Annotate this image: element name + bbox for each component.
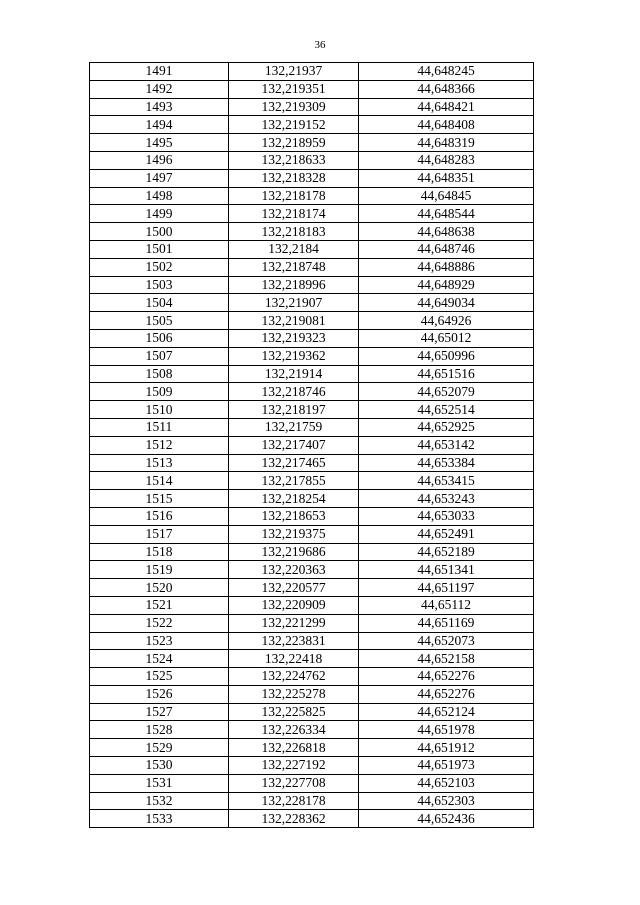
table-row [90, 596, 534, 614]
longitude-cell: 132,218254 [229, 490, 359, 508]
point-number-cell: 1528 [90, 721, 229, 739]
table-row [90, 63, 534, 81]
point-number-cell: 1521 [90, 596, 229, 614]
coordinates-table [89, 62, 534, 828]
point-number-cell: 1493 [90, 98, 229, 116]
longitude-cell: 132,220577 [229, 579, 359, 597]
longitude-cell: 132,218328 [229, 169, 359, 187]
point-number-cell: 1517 [90, 525, 229, 543]
table-row [90, 276, 534, 294]
table-row [90, 739, 534, 757]
longitude-cell: 132,21914 [229, 365, 359, 383]
longitude-cell: 132,220363 [229, 561, 359, 579]
latitude-cell: 44,648351 [359, 169, 534, 187]
latitude-cell: 44,653033 [359, 507, 534, 525]
latitude-cell: 44,653384 [359, 454, 534, 472]
longitude-cell: 132,219375 [229, 525, 359, 543]
table-row [90, 525, 534, 543]
point-number-cell: 1518 [90, 543, 229, 561]
latitude-cell: 44,648929 [359, 276, 534, 294]
longitude-cell: 132,224762 [229, 668, 359, 686]
table-row [90, 258, 534, 276]
table-row [90, 205, 534, 223]
longitude-cell: 132,219309 [229, 98, 359, 116]
table-row [90, 312, 534, 330]
table-row [90, 632, 534, 650]
table-row [90, 454, 534, 472]
point-number-cell: 1509 [90, 383, 229, 401]
longitude-cell: 132,219351 [229, 80, 359, 98]
table-row [90, 436, 534, 454]
point-number-cell: 1510 [90, 401, 229, 419]
point-number-cell: 1512 [90, 436, 229, 454]
point-number-cell: 1492 [90, 80, 229, 98]
table-row [90, 98, 534, 116]
table-row [90, 507, 534, 525]
longitude-cell: 132,21907 [229, 294, 359, 312]
point-number-cell: 1532 [90, 792, 229, 810]
latitude-cell: 44,648886 [359, 258, 534, 276]
table-row [90, 703, 534, 721]
latitude-cell: 44,651197 [359, 579, 534, 597]
latitude-cell: 44,651516 [359, 365, 534, 383]
table-row [90, 223, 534, 241]
longitude-cell: 132,218183 [229, 223, 359, 241]
point-number-cell: 1524 [90, 650, 229, 668]
latitude-cell: 44,648408 [359, 116, 534, 134]
table-row [90, 329, 534, 347]
table-row [90, 151, 534, 169]
table-row [90, 579, 534, 597]
latitude-cell: 44,652189 [359, 543, 534, 561]
longitude-cell: 132,2184 [229, 240, 359, 258]
table-row [90, 240, 534, 258]
latitude-cell: 44,652491 [359, 525, 534, 543]
table-row [90, 401, 534, 419]
point-number-cell: 1495 [90, 134, 229, 152]
latitude-cell: 44,64845 [359, 187, 534, 205]
longitude-cell: 132,219686 [229, 543, 359, 561]
latitude-cell: 44,651341 [359, 561, 534, 579]
longitude-cell: 132,218633 [229, 151, 359, 169]
point-number-cell: 1530 [90, 757, 229, 775]
latitude-cell: 44,648638 [359, 223, 534, 241]
longitude-cell: 132,223831 [229, 632, 359, 650]
table-row [90, 490, 534, 508]
point-number-cell: 1523 [90, 632, 229, 650]
table-row [90, 365, 534, 383]
table-row [90, 80, 534, 98]
latitude-cell: 44,65112 [359, 596, 534, 614]
point-number-cell: 1511 [90, 418, 229, 436]
latitude-cell: 44,648283 [359, 151, 534, 169]
longitude-cell: 132,221299 [229, 614, 359, 632]
longitude-cell: 132,228362 [229, 810, 359, 828]
point-number-cell: 1503 [90, 276, 229, 294]
longitude-cell: 132,227708 [229, 774, 359, 792]
table-row [90, 383, 534, 401]
point-number-cell: 1529 [90, 739, 229, 757]
longitude-cell: 132,21937 [229, 63, 359, 81]
longitude-cell: 132,219323 [229, 329, 359, 347]
latitude-cell: 44,653142 [359, 436, 534, 454]
point-number-cell: 1502 [90, 258, 229, 276]
point-number-cell: 1501 [90, 240, 229, 258]
longitude-cell: 132,219362 [229, 347, 359, 365]
table-row [90, 418, 534, 436]
point-number-cell: 1505 [90, 312, 229, 330]
table-row [90, 650, 534, 668]
table-row [90, 187, 534, 205]
longitude-cell: 132,218178 [229, 187, 359, 205]
latitude-cell: 44,652276 [359, 685, 534, 703]
point-number-cell: 1525 [90, 668, 229, 686]
point-number-cell: 1507 [90, 347, 229, 365]
longitude-cell: 132,22418 [229, 650, 359, 668]
page-number: 36 [314, 39, 326, 51]
longitude-cell: 132,226334 [229, 721, 359, 739]
point-number-cell: 1515 [90, 490, 229, 508]
longitude-cell: 132,217465 [229, 454, 359, 472]
latitude-cell: 44,652436 [359, 810, 534, 828]
latitude-cell: 44,648366 [359, 80, 534, 98]
latitude-cell: 44,648245 [359, 63, 534, 81]
point-number-cell: 1531 [90, 774, 229, 792]
point-number-cell: 1491 [90, 63, 229, 81]
latitude-cell: 44,651912 [359, 739, 534, 757]
latitude-cell: 44,649034 [359, 294, 534, 312]
latitude-cell: 44,648421 [359, 98, 534, 116]
longitude-cell: 132,226818 [229, 739, 359, 757]
point-number-cell: 1520 [90, 579, 229, 597]
point-number-cell: 1498 [90, 187, 229, 205]
table-row [90, 543, 534, 561]
point-number-cell: 1500 [90, 223, 229, 241]
table-row [90, 614, 534, 632]
longitude-cell: 132,218748 [229, 258, 359, 276]
latitude-cell: 44,652303 [359, 792, 534, 810]
latitude-cell: 44,64926 [359, 312, 534, 330]
latitude-cell: 44,648544 [359, 205, 534, 223]
latitude-cell: 44,648746 [359, 240, 534, 258]
longitude-cell: 132,219081 [229, 312, 359, 330]
coordinates-table-body [90, 63, 534, 828]
latitude-cell: 44,651169 [359, 614, 534, 632]
latitude-cell: 44,653415 [359, 472, 534, 490]
latitude-cell: 44,650996 [359, 347, 534, 365]
table-row [90, 685, 534, 703]
longitude-cell: 132,225825 [229, 703, 359, 721]
longitude-cell: 132,219152 [229, 116, 359, 134]
table-row [90, 116, 534, 134]
table-row [90, 668, 534, 686]
table-row [90, 347, 534, 365]
point-number-cell: 1494 [90, 116, 229, 134]
table-row [90, 294, 534, 312]
table-row [90, 810, 534, 828]
longitude-cell: 132,218197 [229, 401, 359, 419]
latitude-cell: 44,651973 [359, 757, 534, 775]
longitude-cell: 132,218996 [229, 276, 359, 294]
point-number-cell: 1533 [90, 810, 229, 828]
point-number-cell: 1497 [90, 169, 229, 187]
table-row [90, 774, 534, 792]
latitude-cell: 44,652073 [359, 632, 534, 650]
point-number-cell: 1526 [90, 685, 229, 703]
latitude-cell: 44,652103 [359, 774, 534, 792]
latitude-cell: 44,652124 [359, 703, 534, 721]
point-number-cell: 1514 [90, 472, 229, 490]
latitude-cell: 44,653243 [359, 490, 534, 508]
latitude-cell: 44,652925 [359, 418, 534, 436]
longitude-cell: 132,225278 [229, 685, 359, 703]
longitude-cell: 132,227192 [229, 757, 359, 775]
table-row [90, 721, 534, 739]
table-row [90, 169, 534, 187]
latitude-cell: 44,648319 [359, 134, 534, 152]
longitude-cell: 132,218653 [229, 507, 359, 525]
longitude-cell: 132,218174 [229, 205, 359, 223]
latitude-cell: 44,652276 [359, 668, 534, 686]
latitude-cell: 44,652079 [359, 383, 534, 401]
point-number-cell: 1504 [90, 294, 229, 312]
longitude-cell: 132,218746 [229, 383, 359, 401]
point-number-cell: 1513 [90, 454, 229, 472]
point-number-cell: 1527 [90, 703, 229, 721]
point-number-cell: 1522 [90, 614, 229, 632]
latitude-cell: 44,65012 [359, 329, 534, 347]
table-row [90, 561, 534, 579]
table-row [90, 134, 534, 152]
latitude-cell: 44,652158 [359, 650, 534, 668]
point-number-cell: 1496 [90, 151, 229, 169]
table-row [90, 472, 534, 490]
latitude-cell: 44,652514 [359, 401, 534, 419]
longitude-cell: 132,217407 [229, 436, 359, 454]
table-row [90, 757, 534, 775]
latitude-cell: 44,651978 [359, 721, 534, 739]
longitude-cell: 132,217855 [229, 472, 359, 490]
point-number-cell: 1519 [90, 561, 229, 579]
point-number-cell: 1516 [90, 507, 229, 525]
longitude-cell: 132,228178 [229, 792, 359, 810]
table-row [90, 792, 534, 810]
point-number-cell: 1508 [90, 365, 229, 383]
longitude-cell: 132,21759 [229, 418, 359, 436]
longitude-cell: 132,218959 [229, 134, 359, 152]
point-number-cell: 1506 [90, 329, 229, 347]
point-number-cell: 1499 [90, 205, 229, 223]
longitude-cell: 132,220909 [229, 596, 359, 614]
